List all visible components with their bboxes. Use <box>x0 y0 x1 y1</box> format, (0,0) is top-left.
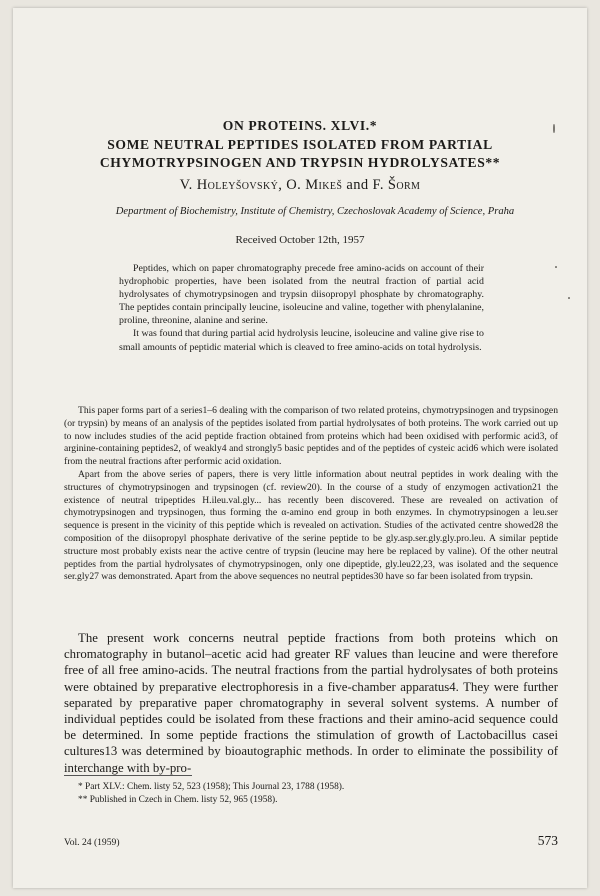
article-title-line-2: SOME NEUTRAL PEPTIDES ISOLATED FROM PARTIAL <box>107 137 493 152</box>
intro-paragraph-1: This paper forms part of a series1–6 dealing with the comparison of two related proteins, chymotrypsinogen and trypsinogen (or trypsin) by means of an analysis of the peptides isolated from partial hydrolysates of both proteins. The work carried out up to now includes studies of the acid peptide fraction obtained from proteins which had been oxidised with performic acid3, of arginine-containing peptides2, of weakly4 and strongly5 basic peptides and of the peptides of cysteic acid6 which were isolated from the neutral fractions after performic acid oxidation. <box>64 405 558 468</box>
page-number: 573 <box>537 833 558 848</box>
footnote-1: * Part XLV.: Chem. listy 52, 523 (1958); This Journal 23, 1788 (1958). <box>78 782 345 792</box>
introduction-small-print <box>64 405 558 584</box>
abstract-paragraph-1: Peptides, which on paper chromatography precede free amino-acids on account of their hydrophobic properties, have been isolated from the neutral fraction of partial acid hydrolysates of chymotrypsinogen and trypsin diisopropyl phosphate by chromatography. The peptides contain principally leucine, isoleucine and valine, together with phenylalanine, proline, threonine, alanine and serine. <box>119 263 484 327</box>
authors <box>0 177 600 194</box>
abstract-paragraph-2: It was found that during partial acid hydrolysis leucine, isoleucine and valine give rise to small amounts of peptidic material which is cleaved to free amino-acids on total hydrolysis. <box>119 328 484 353</box>
scan-speck <box>555 266 557 268</box>
footnotes <box>64 781 558 806</box>
article-title-line-3: CHYMOTRYPSINOGEN AND TRYPSIN HYDROLYSATES** <box>99 155 501 170</box>
article-title-line-1: ON PROTEINS. XLVI.* <box>222 118 378 133</box>
main-body-text <box>64 630 558 776</box>
received-date: Received October 12th, 1957 <box>235 234 365 246</box>
author-3-name: Šorm <box>387 177 421 193</box>
intro-paragraph-2: Apart from the above series of papers, there is very little information about neutral peptides in work dealing with the structures of chymotrypsinogen and trypsinogen (cf. review20). In the course of a study of enzymogen activation21 the existence of neutral tripeptides H.ileu.val.gly... has recently been discovered. These are revealed on activation of chymotrypsinogen and trypsinogen, thus forming the α-amino end group in both enzymes. In chymotrypsinogen a leu.ser sequence is present in the vicinity of this peptide which is revealed on activation. Studies of the activated centre showed28 the composition of the diisopropyl phosphate derivative of the serine peptide to be gly.asp.ser.gly.gly.pro.leu. A similar peptide structure most probably exists near the active centre of trypsin (leucine may here be replaced by valine). Of the other neutral peptides from the partial hydrolysates of chymotrypsinogen, only one dipeptide, gly.leu22,23, was isolated and the sequence ser.gly27 was demonstrated. Apart from the above sequences no neutral peptides30 have so far been isolated from trypsin. <box>64 468 558 583</box>
footnote-2: ** Published in Czech in Chem. listy 52, 965 (1958). <box>78 794 278 805</box>
abstract <box>119 262 484 354</box>
author-2-name: Mikeš <box>305 177 343 193</box>
author-1-name: Holeyšovský <box>196 177 279 193</box>
author-separator-2: and F. <box>342 177 388 193</box>
scan-speck <box>553 124 555 133</box>
footnote-rule <box>64 775 192 776</box>
scan-speck <box>568 297 570 299</box>
author-1-initial: V. <box>179 177 197 193</box>
author-separator-1: , O. <box>278 177 306 193</box>
journal-volume: Vol. 24 (1959) <box>64 837 120 848</box>
affiliation: Department of Biochemistry, Institute of Chemistry, Czechoslovak Academy of Science, Praha <box>115 206 515 217</box>
main-paragraph: The present work concerns neutral peptide fractions from both proteins which on chromatography in butanol–acetic acid had greater RF values than leucine and were therefore free of all free amino-acids. The neutral fractions from the partial hydrolysates of both proteins were obtained by preparative electrophoresis in a five-chamber apparatus4. They were further separated by preparative paper chromatography in several solvent systems. A number of individual peptides could be isolated from these fractions and their amino-acid sequence could be determined. In some peptide fractions the stimulation of growth of Lactobacillus casei cultures13 was determined by bioautographic methods. In order to eliminate the possibility of interchange with by-pro- <box>64 631 558 775</box>
